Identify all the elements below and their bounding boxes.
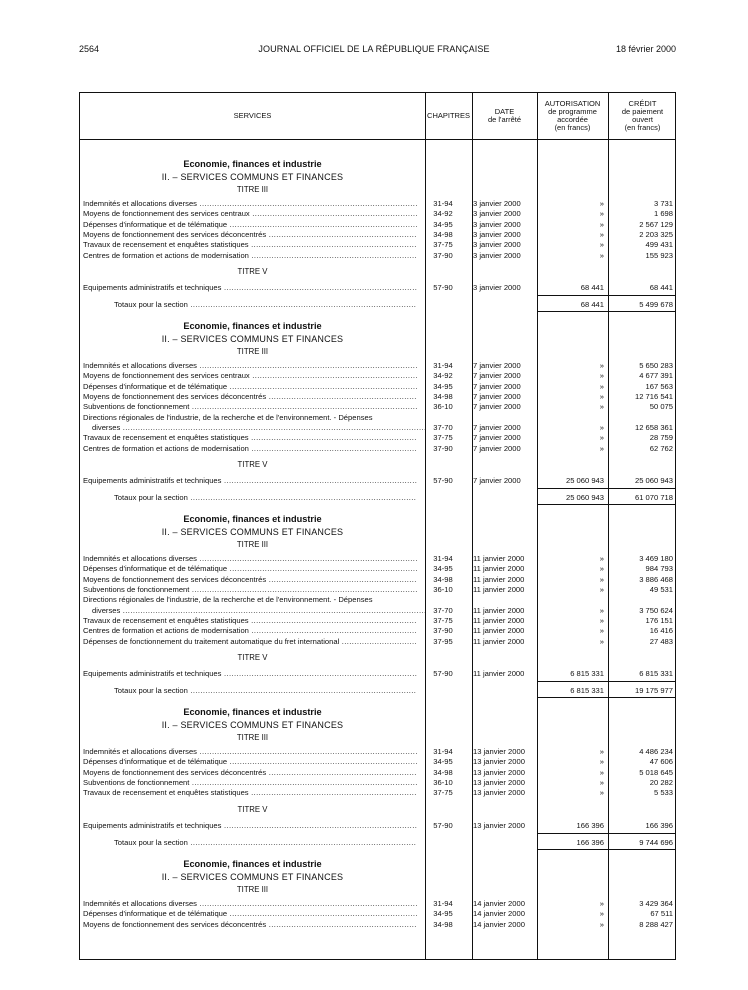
autorisation-cell: » xyxy=(599,564,604,574)
chapitre-cell: 36-10 xyxy=(433,778,453,787)
page-number: 2564 xyxy=(79,44,100,54)
rule xyxy=(538,697,676,698)
date-cell: 11 janvier 2000 xyxy=(473,554,525,564)
service-label: Indemnités et allocations diverses ..... xyxy=(83,361,417,371)
date-cell: 13 janvier 2000 xyxy=(473,788,525,798)
chapitre-cell: 57-90 xyxy=(433,820,453,830)
credit-cell: 8 288 427 xyxy=(639,919,673,929)
titre-heading: TITRE V xyxy=(237,266,268,276)
autorisation-cell: » xyxy=(599,392,604,401)
chapitre-cell: 34-98 xyxy=(433,229,453,239)
header-aut-line: de programme xyxy=(548,107,597,116)
date-cell: 13 janvier 2000 xyxy=(473,757,525,767)
autorisation-cell: » xyxy=(599,219,604,229)
credit-cell: 4 677 391 xyxy=(639,371,673,381)
chapitre-cell: 57-90 xyxy=(433,282,453,292)
service-label: Dépenses d'informatique et de télématique ..... xyxy=(83,382,417,392)
chapitre-cell: 37-70 xyxy=(433,605,453,615)
credit-cell: 1 698 xyxy=(653,209,673,219)
credit-cell: 25 060 943 xyxy=(634,475,673,485)
autorisation-cell: 25 060 943 xyxy=(565,475,604,485)
autorisation-cell: » xyxy=(599,747,604,757)
service-label: Subventions de fonctionnement ..... xyxy=(83,585,417,595)
credit-cell: 62 762 xyxy=(649,443,673,453)
total-credit: 61 070 718 xyxy=(634,493,673,503)
credit-cell: 68 441 xyxy=(649,282,673,292)
service-label: Centres de formation et actions de modernisation ..... xyxy=(83,251,417,261)
date-cell: 7 janvier 2000 xyxy=(473,392,521,401)
rule xyxy=(538,681,676,682)
ministry-heading: Economie, finances et industrie xyxy=(183,514,322,525)
service-label: Moyens de fonctionnement des services centraux ..... xyxy=(83,371,417,381)
credit-cell: 5 533 xyxy=(653,788,673,798)
autorisation-cell: » xyxy=(599,554,604,564)
credit-cell: 67 511 xyxy=(650,909,673,919)
header-credit-line: CRÉDIT xyxy=(628,99,657,108)
credit-cell: 50 075 xyxy=(649,402,673,412)
service-label: Equipements administratifs et techniques ..... xyxy=(83,283,417,293)
chapitre-cell: 31-94 xyxy=(433,199,453,208)
chapitre-cell: 37-70 xyxy=(433,422,453,432)
titre-heading: TITRE V xyxy=(237,804,268,814)
service-label: Moyens de fonctionnement des services déconcentrés ..... xyxy=(83,392,417,402)
autorisation-cell: 68 441 xyxy=(580,282,604,292)
chapitre-cell: 34-98 xyxy=(433,392,453,401)
date-cell: 14 janvier 2000 xyxy=(473,909,525,919)
chapitre-cell: 34-92 xyxy=(433,209,453,219)
date-cell: 7 janvier 2000 xyxy=(473,433,521,443)
chapitre-cell: 36-10 xyxy=(433,585,453,594)
table-header xyxy=(80,93,675,140)
service-label: Dépenses d'informatique et de télématique ..... xyxy=(83,564,417,574)
date-cell: 11 janvier 2000 xyxy=(473,564,525,574)
date-cell: 3 janvier 2000 xyxy=(473,240,521,250)
chapitre-cell: 37-75 xyxy=(433,240,453,250)
header-aut-line: AUTORISATION xyxy=(544,99,601,108)
credit-cell: 3 469 180 xyxy=(639,554,673,564)
journal-title: JOURNAL OFFICIEL DE LA RÉPUBLIQUE FRANÇAISE xyxy=(258,44,490,54)
chapitre-cell: 31-94 xyxy=(433,747,453,757)
total-autorisation: 166 396 xyxy=(576,837,604,847)
header-chapitres-label: CHAPITRES xyxy=(427,111,470,120)
chapitre-cell: 37-95 xyxy=(433,636,453,646)
chapitre-cell: 34-92 xyxy=(433,371,453,381)
autorisation-cell: 166 396 xyxy=(576,820,604,830)
credit-cell: 4 486 234 xyxy=(639,747,673,757)
header-aut-line: (en francs) xyxy=(554,123,591,132)
rule xyxy=(538,488,676,489)
service-label: Dépenses de fonctionnement du traitement automatique du fret international ..... xyxy=(83,637,417,647)
service-label: Equipements administratifs et techniques ..... xyxy=(83,821,417,831)
ministry-heading: Economie, finances et industrie xyxy=(183,159,322,169)
service-label: Centres de formation et actions de modernisation ..... xyxy=(83,626,417,636)
header-services xyxy=(80,93,425,139)
issue-date: 18 février 2000 xyxy=(615,44,676,54)
service-label: Indemnités et allocations diverses ..... xyxy=(83,199,417,209)
credit-cell: 49 531 xyxy=(649,585,673,594)
service-heading: II. – SERVICES COMMUNS ET FINANCES xyxy=(161,871,344,882)
service-label: Dépenses d'informatique et de télématique ..... xyxy=(83,757,417,767)
service-label: Indemnités et allocations diverses ..... xyxy=(83,899,417,909)
chapitre-cell: 36-10 xyxy=(433,402,453,412)
chapitre-cell: 57-90 xyxy=(433,475,453,485)
date-cell: 14 janvier 2000 xyxy=(473,919,525,929)
credit-cell: 6 815 331 xyxy=(639,668,673,678)
service-label: Indemnités et allocations diverses ..... xyxy=(83,747,417,757)
total-label: Totaux pour la section ..... xyxy=(114,838,416,847)
titre-heading: TITRE III xyxy=(236,347,269,357)
autorisation-cell: » xyxy=(599,574,604,584)
autorisation-cell: » xyxy=(599,788,604,798)
titre-heading: TITRE V xyxy=(237,652,268,662)
total-credit: 9 744 696 xyxy=(639,837,673,847)
autorisation-cell: » xyxy=(599,898,604,908)
credit-cell: 5 018 645 xyxy=(639,767,673,777)
header-credit-line: de paiement xyxy=(621,107,664,116)
titre-heading: TITRE III xyxy=(236,540,269,550)
ministry-heading: Economie, finances et industrie xyxy=(183,707,322,718)
total-credit: 19 175 977 xyxy=(634,686,673,696)
autorisation-cell: » xyxy=(599,361,604,371)
autorisation-cell: » xyxy=(599,229,604,239)
header-date-line: DATE xyxy=(494,107,515,116)
header-services-label: SERVICES xyxy=(233,111,272,120)
autorisation-cell: » xyxy=(599,209,604,219)
date-cell: 7 janvier 2000 xyxy=(473,381,521,391)
service-label: Travaux de recensement et enquêtes statistiques ..... xyxy=(83,616,417,626)
chapitre-cell: 34-95 xyxy=(433,909,453,919)
chapitre-cell: 31-94 xyxy=(433,361,453,371)
service-label: Equipements administratifs et techniques ..... xyxy=(83,476,417,486)
header-chapitres xyxy=(425,93,472,139)
chapitre-cell: 37-90 xyxy=(433,250,453,260)
date-cell: 7 janvier 2000 xyxy=(473,402,521,412)
credit-cell: 47 606 xyxy=(649,757,673,767)
date-cell: 11 janvier 2000 xyxy=(473,585,525,594)
date-cell: 7 janvier 2000 xyxy=(473,422,521,432)
total-label: Totaux pour la section ..... xyxy=(114,493,416,502)
credit-cell: 27 483 xyxy=(649,636,673,646)
credit-cell: 3 429 364 xyxy=(639,898,673,908)
appropriations-table xyxy=(79,92,676,960)
service-label: Moyens de fonctionnement des services déconcentrés ..... xyxy=(83,575,417,585)
titre-heading: TITRE III xyxy=(236,884,269,894)
chapitre-cell: 37-75 xyxy=(433,788,453,798)
date-cell: 14 janvier 2000 xyxy=(473,898,525,908)
credit-cell: 16 416 xyxy=(649,626,673,636)
header-credit-line: ouvert xyxy=(632,115,653,124)
total-autorisation: 25 060 943 xyxy=(565,493,604,503)
rule xyxy=(538,504,676,505)
service-label: Subventions de fonctionnement ..... xyxy=(83,778,417,788)
header-credit xyxy=(608,93,677,139)
date-cell: 11 janvier 2000 xyxy=(473,626,525,636)
date-cell: 11 janvier 2000 xyxy=(473,605,525,615)
date-cell: 11 janvier 2000 xyxy=(473,636,525,646)
chapitre-cell: 34-98 xyxy=(433,767,453,777)
chapitre-cell: 34-95 xyxy=(433,381,453,391)
total-autorisation: 6 815 331 xyxy=(570,686,604,696)
date-cell: 13 janvier 2000 xyxy=(473,747,525,757)
credit-cell: 28 759 xyxy=(649,433,673,443)
date-cell: 11 janvier 2000 xyxy=(473,574,525,584)
ministry-heading: Economie, finances et industrie xyxy=(183,858,322,869)
autorisation-cell: » xyxy=(599,371,604,381)
date-cell: 11 janvier 2000 xyxy=(473,615,525,625)
service-label: Moyens de fonctionnement des services déconcentrés ..... xyxy=(83,230,417,240)
service-label: Subventions de fonctionnement ..... xyxy=(83,402,417,412)
total-label: Totaux pour la section ..... xyxy=(114,686,416,695)
service-label: Travaux de recensement et enquêtes statistiques ..... xyxy=(83,433,417,443)
credit-cell: 3 731 xyxy=(653,199,673,208)
service-label: Equipements administratifs et techniques ..... xyxy=(83,669,417,679)
autorisation-cell: » xyxy=(599,778,604,787)
date-cell: 13 janvier 2000 xyxy=(473,767,525,777)
autorisation-cell: » xyxy=(599,605,604,615)
service-heading: II. – SERVICES COMMUNS ET FINANCES xyxy=(161,527,344,538)
autorisation-cell: » xyxy=(599,636,604,646)
date-cell: 3 janvier 2000 xyxy=(473,199,521,208)
service-label: Moyens de fonctionnement des services centraux ..... xyxy=(83,209,417,219)
chapitre-cell: 37-90 xyxy=(433,626,453,636)
credit-cell: 12 658 361 xyxy=(634,422,673,432)
credit-cell: 155 923 xyxy=(645,250,673,260)
autorisation-cell: » xyxy=(599,422,604,432)
header-date xyxy=(472,93,537,139)
autorisation-cell: » xyxy=(599,433,604,443)
total-credit: 5 499 678 xyxy=(639,300,673,310)
rule xyxy=(538,833,676,834)
chapitre-cell: 34-95 xyxy=(433,219,453,229)
autorisation-cell: » xyxy=(599,615,604,625)
credit-cell: 166 396 xyxy=(645,820,673,830)
credit-cell: 3 750 624 xyxy=(639,605,673,615)
chapitre-cell: 37-75 xyxy=(433,433,453,443)
chapitre-cell: 31-94 xyxy=(433,898,453,908)
service-label: Directions régionales de l'industrie, de la recherche et de l'environnement. - Dépenses xyxy=(83,595,373,605)
service-heading: II. – SERVICES COMMUNS ET FINANCES xyxy=(161,334,344,345)
rule xyxy=(538,311,676,312)
header-aut-line: accordée xyxy=(557,115,588,124)
autorisation-cell: » xyxy=(599,909,604,919)
credit-cell: 2 567 129 xyxy=(639,219,673,229)
titre-heading: TITRE V xyxy=(237,459,268,469)
chapitre-cell: 34-95 xyxy=(433,564,453,574)
autorisation-cell: » xyxy=(599,199,604,208)
date-cell: 7 janvier 2000 xyxy=(473,371,521,381)
chapitre-cell: 57-90 xyxy=(433,668,453,678)
credit-cell: 3 886 468 xyxy=(639,574,673,584)
service-label-continuation: diverses ..... xyxy=(92,606,426,616)
credit-cell: 2 203 325 xyxy=(639,229,673,239)
date-cell: 3 janvier 2000 xyxy=(473,219,521,229)
date-cell: 13 janvier 2000 xyxy=(473,820,525,830)
titre-heading: TITRE III xyxy=(236,185,269,194)
chapitre-cell: 34-95 xyxy=(433,757,453,767)
chapitre-cell: 34-98 xyxy=(433,574,453,584)
ministry-heading: Economie, finances et industrie xyxy=(183,321,322,332)
chapitre-cell: 37-90 xyxy=(433,443,453,453)
chapitre-cell: 31-94 xyxy=(433,554,453,564)
date-cell: 11 janvier 2000 xyxy=(473,668,525,678)
service-label: Indemnités et allocations diverses ..... xyxy=(83,554,417,564)
service-label-continuation: diverses ..... xyxy=(92,423,426,433)
date-cell: 7 janvier 2000 xyxy=(473,361,521,371)
table-body xyxy=(80,139,675,959)
service-label: Travaux de recensement et enquêtes statistiques ..... xyxy=(83,788,417,798)
date-cell: 7 janvier 2000 xyxy=(473,443,521,453)
header-date-line: de l'arrêté xyxy=(487,115,522,124)
date-cell: 13 janvier 2000 xyxy=(473,778,525,787)
service-label: Dépenses d'informatique et de télématique ..... xyxy=(83,909,417,919)
chapitre-cell: 37-75 xyxy=(433,615,453,625)
autorisation-cell: 6 815 331 xyxy=(570,668,604,678)
rule xyxy=(538,849,676,850)
service-label: Directions régionales de l'industrie, de la recherche et de l'environnement. - Dépenses xyxy=(83,412,373,422)
service-label: Dépenses d'informatique et de télématique ..... xyxy=(83,220,417,230)
header-credit-line: (en francs) xyxy=(624,123,661,132)
service-heading: II. – SERVICES COMMUNS ET FINANCES xyxy=(161,720,344,731)
titre-heading: TITRE III xyxy=(236,733,269,743)
date-cell: 7 janvier 2000 xyxy=(473,475,521,485)
chapitre-cell: 34-98 xyxy=(433,919,453,929)
header-autorisation xyxy=(537,93,608,139)
service-label: Moyens de fonctionnement des services déconcentrés ..... xyxy=(83,920,417,930)
service-label: Centres de formation et actions de modernisation ..... xyxy=(83,444,417,454)
autorisation-cell: » xyxy=(599,250,604,260)
autorisation-cell: » xyxy=(599,381,604,391)
credit-cell: 176 151 xyxy=(645,615,673,625)
autorisation-cell: » xyxy=(599,402,604,412)
autorisation-cell: » xyxy=(599,443,604,453)
date-cell: 3 janvier 2000 xyxy=(473,209,521,219)
autorisation-cell: » xyxy=(599,767,604,777)
date-cell: 3 janvier 2000 xyxy=(473,229,521,239)
credit-cell: 499 431 xyxy=(645,240,673,250)
credit-cell: 167 563 xyxy=(645,381,673,391)
credit-cell: 5 650 283 xyxy=(639,361,673,371)
autorisation-cell: » xyxy=(599,919,604,929)
autorisation-cell: » xyxy=(599,626,604,636)
total-label: Totaux pour la section ..... xyxy=(114,300,416,309)
service-heading: II. – SERVICES COMMUNS ET FINANCES xyxy=(161,172,344,182)
date-cell: 3 janvier 2000 xyxy=(473,282,521,292)
total-autorisation: 68 441 xyxy=(580,300,604,310)
rule xyxy=(538,295,676,296)
credit-cell: 20 282 xyxy=(649,778,673,787)
page-header xyxy=(0,44,748,58)
credit-cell: 984 793 xyxy=(645,564,673,574)
autorisation-cell: » xyxy=(599,585,604,594)
service-label: Travaux de recensement et enquêtes statistiques ..... xyxy=(83,240,417,250)
credit-cell: 12 716 541 xyxy=(634,392,673,401)
autorisation-cell: » xyxy=(599,240,604,250)
autorisation-cell: » xyxy=(599,757,604,767)
date-cell: 3 janvier 2000 xyxy=(473,250,521,260)
service-label: Moyens de fonctionnement des services déconcentrés ..... xyxy=(83,768,417,778)
